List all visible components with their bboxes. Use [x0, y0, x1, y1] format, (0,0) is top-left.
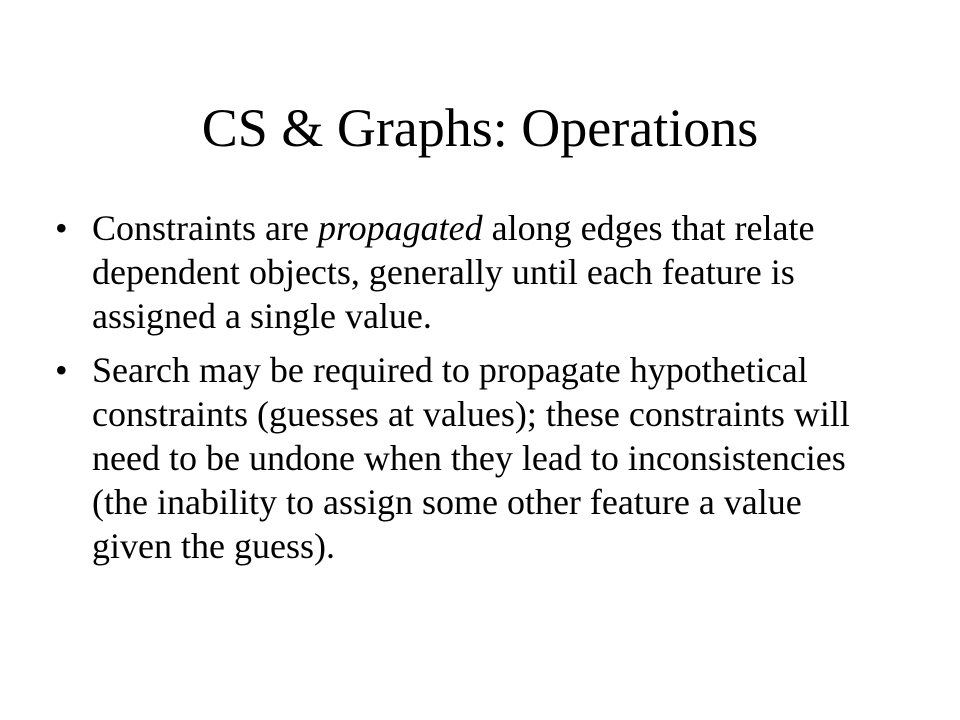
- bullet-marker: •: [55, 350, 68, 390]
- bullet-text: Search may be required to propagate hypothetical constraints (guesses at values); these constraints will need to be undone when they lead to inconsistencies (the inability to assign some other feature a value given the guess).: [92, 350, 850, 566]
- bullet-item: [55, 348, 875, 568]
- slide-title: CS & Graphs: Operations: [201, 98, 759, 158]
- bullet-text-part: along edges that relate dependent objects, generally until each feature is assigned a single value.: [92, 208, 815, 336]
- bullet-item: [55, 206, 875, 338]
- bullet-marker: •: [55, 208, 68, 248]
- bullet-text-part: Constraints are: [92, 208, 318, 248]
- bullet-emphasis: propagated: [317, 208, 483, 248]
- bullet-list: [55, 206, 875, 578]
